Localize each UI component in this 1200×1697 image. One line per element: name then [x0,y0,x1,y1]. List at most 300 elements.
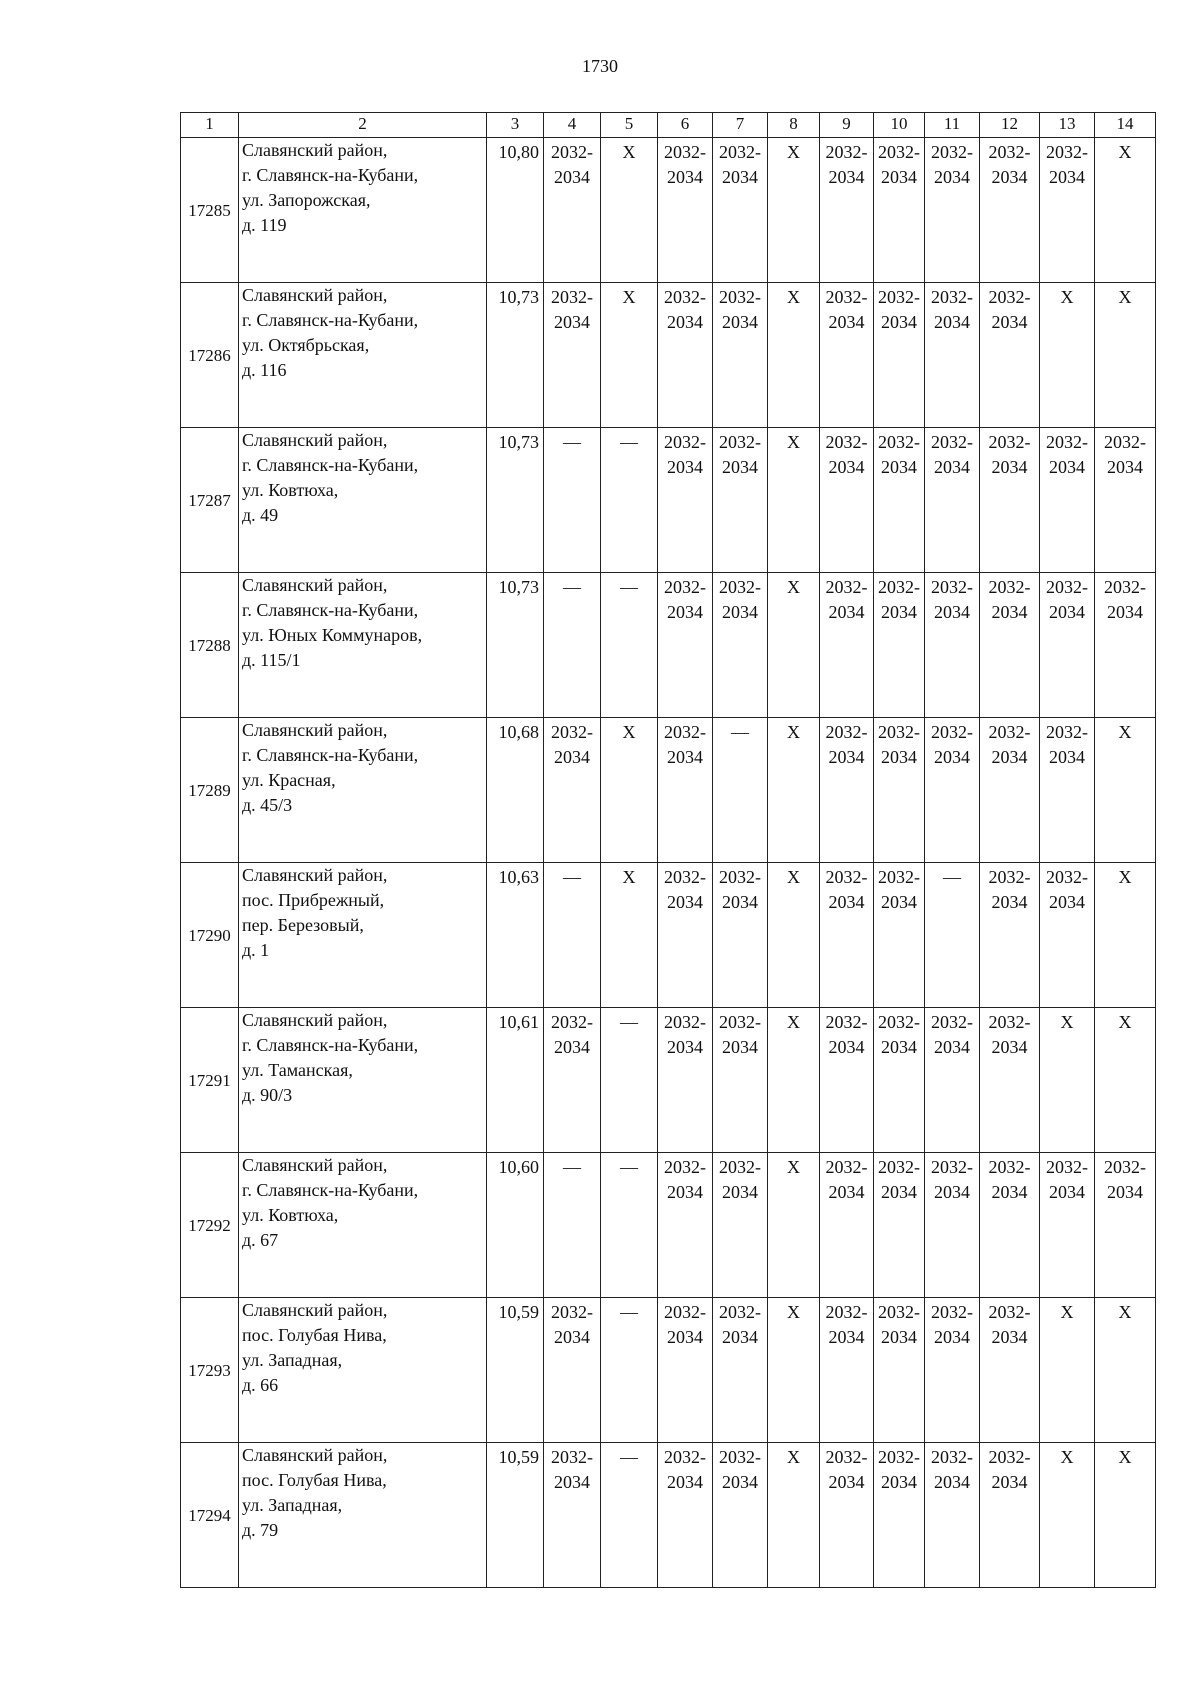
period-cell-col-5 [601,428,658,573]
address-line: пер. Березовый, [242,915,364,935]
period-text: 2032- 2034 [719,1012,761,1057]
period-text: 2032- 2034 [1104,577,1146,622]
column-header: 3 [487,113,544,138]
period-text: 2032- 2034 [931,1157,973,1202]
period-cell-col-6 [658,1153,713,1298]
record-number: 17289 [181,718,239,863]
record-number: 17291 [181,1008,239,1153]
period-cell-col-13 [1040,428,1095,573]
housing-register-table [180,112,1156,1588]
period-text: Х [787,867,800,887]
period-cell-col-9 [820,863,874,1008]
period-cell-col-10 [874,283,925,428]
address-line: пос. Голубая Нива, [242,1325,387,1345]
period-text: Х [1118,1302,1132,1322]
address-line: ул. Ковтюха, [242,1205,339,1225]
period-text: Х [787,142,800,162]
address-line: г. Славянск-на-Кубани, [242,165,419,185]
period-text: 2032- 2034 [825,432,868,477]
period-text: Х [622,722,636,742]
address-cell [239,428,487,573]
column-header: 4 [544,113,601,138]
period-text: 2032- 2034 [988,1012,1031,1057]
address-line: д. 115/1 [242,650,301,670]
period-text: — [620,432,638,452]
period-text: Х [1060,1012,1074,1032]
address-cell [239,863,487,1008]
address-cell [239,1298,487,1443]
period-text: 2032- 2034 [988,722,1031,767]
address-line: Славянский район, [242,430,388,450]
period-text: 2032- 2034 [551,142,593,187]
area-value: 10,61 [487,1008,544,1153]
period-text: 2032- 2034 [664,1447,706,1492]
period-text: 2032- 2034 [825,722,868,767]
period-cell-col-10 [874,138,925,283]
table-row [181,283,1156,428]
period-text: 2032- 2034 [664,1302,706,1347]
period-cell-col-4 [544,1298,601,1443]
period-cell-col-12 [980,573,1040,718]
table-row [181,138,1156,283]
address-line: Славянский район, [242,285,388,305]
period-cell-col-9 [820,428,874,573]
address-line: пос. Прибрежный, [242,890,385,910]
period-text: 2032- 2034 [1046,577,1088,622]
period-cell-col-10 [874,1008,925,1153]
table-row [181,573,1156,718]
period-text: 2032- 2034 [878,1302,920,1347]
period-text: 2032- 2034 [988,1157,1031,1202]
address-cell [239,1153,487,1298]
period-text: Х [1118,142,1132,162]
period-cell-col-13 [1040,863,1095,1008]
period-cell-col-10 [874,863,925,1008]
table-row [181,1008,1156,1153]
period-text: — [620,577,638,597]
period-text: Х [787,722,800,742]
period-cell-col-14 [1095,1443,1156,1588]
period-text: 2032- 2034 [825,142,868,187]
column-header: 13 [1040,113,1095,138]
period-cell-col-8 [768,1008,820,1153]
period-cell-col-6 [658,718,713,863]
period-cell-col-7 [713,1008,768,1153]
area-value: 10,60 [487,1153,544,1298]
address-cell [239,138,487,283]
period-text: Х [1118,722,1132,742]
period-cell-col-10 [874,718,925,863]
period-text: 2032- 2034 [1046,432,1088,477]
period-cell-col-10 [874,1153,925,1298]
period-text: 2032- 2034 [551,287,593,332]
period-cell-col-8 [768,863,820,1008]
period-text: 2032- 2034 [1104,1157,1146,1202]
period-text: Х [1060,287,1074,307]
period-text: 2032- 2034 [931,722,973,767]
period-text: 2032- 2034 [1046,1157,1088,1202]
period-cell-col-6 [658,138,713,283]
period-cell-col-6 [658,1008,713,1153]
table-row [181,1443,1156,1588]
address-line: Славянский район, [242,1300,388,1320]
period-cell-col-14 [1095,863,1156,1008]
period-cell-col-5 [601,1008,658,1153]
period-cell-col-7 [713,573,768,718]
area-value: 10,59 [487,1443,544,1588]
period-text: 2032- 2034 [1046,142,1088,187]
period-cell-col-11 [925,573,980,718]
period-cell-col-9 [820,1443,874,1588]
period-cell-col-11 [925,1443,980,1588]
period-text: — [620,1302,638,1322]
period-text: 2032- 2034 [988,1447,1031,1492]
period-cell-col-8 [768,1298,820,1443]
period-cell-col-7 [713,1298,768,1443]
period-cell-col-14 [1095,1008,1156,1153]
period-text: 2032- 2034 [988,142,1031,187]
period-cell-col-14 [1095,1153,1156,1298]
address-line: г. Славянск-на-Кубани, [242,600,419,620]
period-text: 2032- 2034 [825,867,868,912]
period-text: Х [1060,1302,1074,1322]
period-text: Х [622,287,636,307]
period-cell-col-7 [713,863,768,1008]
period-text: 2032- 2034 [664,432,706,477]
period-text: 2032- 2034 [931,1447,973,1492]
period-cell-col-10 [874,428,925,573]
period-text: 2032- 2034 [988,287,1031,332]
period-text: 2032- 2034 [719,287,761,332]
area-value: 10,73 [487,573,544,718]
period-cell-col-14 [1095,138,1156,283]
address-cell [239,283,487,428]
period-cell-col-11 [925,718,980,863]
period-text: 2032- 2034 [825,287,868,332]
period-text: 2032- 2034 [1104,432,1146,477]
period-text: 2032- 2034 [878,577,920,622]
record-number: 17293 [181,1298,239,1443]
area-value: 10,80 [487,138,544,283]
period-text: Х [787,287,800,307]
address-line: д. 49 [242,505,279,525]
period-cell-col-5 [601,863,658,1008]
period-text: 2032- 2034 [878,432,920,477]
period-cell-col-9 [820,1008,874,1153]
column-header: 14 [1095,113,1156,138]
period-text: 2032- 2034 [719,142,761,187]
period-cell-col-12 [980,1008,1040,1153]
period-cell-col-11 [925,863,980,1008]
period-text: Х [787,1302,800,1322]
period-text: — [620,1012,638,1032]
address-line: Славянский район, [242,1155,388,1175]
address-line: г. Славянск-на-Кубани, [242,1035,419,1055]
period-cell-col-6 [658,1298,713,1443]
period-cell-col-7 [713,138,768,283]
period-cell-col-12 [980,283,1040,428]
table-row [181,1153,1156,1298]
period-text: 2032- 2034 [551,722,593,767]
period-cell-col-8 [768,718,820,863]
period-text: 2032- 2034 [551,1447,593,1492]
period-cell-col-11 [925,1153,980,1298]
address-line: д. 119 [242,215,287,235]
period-text: 2032- 2034 [988,1302,1031,1347]
period-text: 2032- 2034 [931,1012,973,1057]
period-text: 2032- 2034 [931,577,973,622]
period-text: 2032- 2034 [719,577,761,622]
period-text: Х [1118,287,1132,307]
period-cell-col-6 [658,283,713,428]
record-number: 17294 [181,1443,239,1588]
address-line: Славянский район, [242,865,388,885]
period-cell-col-6 [658,1443,713,1588]
register-body [181,138,1156,1588]
period-cell-col-8 [768,428,820,573]
address-line: ул. Западная, [242,1495,343,1515]
period-text: Х [787,577,800,597]
period-cell-col-9 [820,1153,874,1298]
period-text: 2032- 2034 [878,1157,920,1202]
period-text: 2032- 2034 [664,1157,706,1202]
column-header: 8 [768,113,820,138]
period-cell-col-11 [925,283,980,428]
address-line: ул. Запорожская, [242,190,371,210]
record-number: 17286 [181,283,239,428]
period-cell-col-14 [1095,718,1156,863]
period-cell-col-12 [980,1298,1040,1443]
period-cell-col-4 [544,283,601,428]
area-value: 10,73 [487,428,544,573]
period-cell-col-11 [925,428,980,573]
period-text: 2032- 2034 [988,432,1031,477]
period-cell-col-9 [820,138,874,283]
period-text: 2032- 2034 [931,1302,973,1347]
address-cell [239,1443,487,1588]
table-row [181,863,1156,1008]
period-text: 2032- 2034 [1046,722,1088,767]
period-cell-col-13 [1040,1008,1095,1153]
address-line: д. 45/3 [242,795,293,815]
record-number: 17285 [181,138,239,283]
area-value: 10,73 [487,283,544,428]
period-text: 2032- 2034 [719,1302,761,1347]
period-text: Х [787,1157,800,1177]
period-cell-col-4 [544,1443,601,1588]
period-text: 2032- 2034 [878,867,920,912]
period-cell-col-14 [1095,573,1156,718]
period-text: 2032- 2034 [988,867,1031,912]
area-value: 10,68 [487,718,544,863]
period-text: Х [1060,1447,1074,1467]
period-text: Х [622,142,636,162]
address-line: д. 67 [242,1230,279,1250]
address-line: г. Славянск-на-Кубани, [242,1180,419,1200]
address-line: д. 1 [242,940,270,960]
record-number: 17287 [181,428,239,573]
area-value: 10,59 [487,1298,544,1443]
period-cell-col-4 [544,718,601,863]
column-header: 11 [925,113,980,138]
period-cell-col-4 [544,1153,601,1298]
period-text: — [943,867,961,887]
period-cell-col-8 [768,138,820,283]
period-text: 2032- 2034 [878,142,920,187]
period-text: 2032- 2034 [878,1012,920,1057]
period-cell-col-13 [1040,1443,1095,1588]
address-line: ул. Красная, [242,770,336,790]
address-line: Славянский район, [242,140,388,160]
column-number-row [181,113,1156,138]
period-cell-col-4 [544,138,601,283]
period-text: 2032- 2034 [931,287,973,332]
period-cell-col-13 [1040,138,1095,283]
address-line: г. Славянск-на-Кубани, [242,310,419,330]
period-text: — [563,867,581,887]
period-cell-col-8 [768,573,820,718]
address-line: Славянский район, [242,1445,388,1465]
period-cell-col-8 [768,1443,820,1588]
period-cell-col-14 [1095,428,1156,573]
period-text: Х [787,432,800,452]
address-line: г. Славянск-на-Кубани, [242,455,419,475]
period-cell-col-13 [1040,1298,1095,1443]
period-text: 2032- 2034 [664,867,706,912]
period-cell-col-7 [713,1153,768,1298]
table-row [181,718,1156,863]
period-cell-col-10 [874,1298,925,1443]
column-header: 6 [658,113,713,138]
period-cell-col-8 [768,283,820,428]
address-line: пос. Голубая Нива, [242,1470,387,1490]
period-text: Х [787,1012,800,1032]
period-cell-col-12 [980,428,1040,573]
period-cell-col-4 [544,863,601,1008]
period-cell-col-8 [768,1153,820,1298]
column-header: 10 [874,113,925,138]
period-text: 2032- 2034 [551,1012,593,1057]
period-cell-col-4 [544,573,601,718]
period-text: — [620,1157,638,1177]
address-cell [239,1008,487,1153]
address-line: г. Славянск-на-Кубани, [242,745,419,765]
period-text: 2032- 2034 [878,1447,920,1492]
period-text: 2032- 2034 [825,577,868,622]
period-cell-col-12 [980,863,1040,1008]
period-cell-col-10 [874,1443,925,1588]
period-cell-col-13 [1040,718,1095,863]
period-cell-col-9 [820,1298,874,1443]
period-cell-col-7 [713,718,768,863]
address-line: д. 66 [242,1375,279,1395]
period-text: 2032- 2034 [931,432,973,477]
table-row [181,1298,1156,1443]
period-text: 2032- 2034 [551,1302,593,1347]
period-cell-col-14 [1095,283,1156,428]
period-cell-col-11 [925,1298,980,1443]
period-cell-col-6 [658,573,713,718]
period-cell-col-4 [544,1008,601,1153]
period-text: 2032- 2034 [825,1447,868,1492]
record-number: 17292 [181,1153,239,1298]
period-cell-col-14 [1095,1298,1156,1443]
period-cell-col-12 [980,1443,1040,1588]
address-line: д. 116 [242,360,287,380]
period-text: 2032- 2034 [664,142,706,187]
period-cell-col-6 [658,428,713,573]
address-cell [239,718,487,863]
period-cell-col-12 [980,1153,1040,1298]
period-text: 2032- 2034 [1046,867,1088,912]
record-number: 17288 [181,573,239,718]
record-number: 17290 [181,863,239,1008]
address-cell [239,573,487,718]
period-text: 2032- 2034 [664,722,706,767]
period-cell-col-5 [601,573,658,718]
period-cell-col-12 [980,718,1040,863]
period-cell-col-13 [1040,573,1095,718]
period-cell-col-7 [713,283,768,428]
period-text: 2032- 2034 [988,577,1031,622]
address-line: Славянский район, [242,575,388,595]
address-line: ул. Западная, [242,1350,343,1370]
period-cell-col-9 [820,283,874,428]
period-text: 2032- 2034 [878,722,920,767]
period-text: Х [1118,1447,1132,1467]
table-row [181,428,1156,573]
period-cell-col-7 [713,1443,768,1588]
period-text: — [563,577,581,597]
period-text: Х [1118,1012,1132,1032]
page-number: 1730 [582,56,618,76]
period-text: 2032- 2034 [719,432,761,477]
period-cell-col-9 [820,573,874,718]
period-cell-col-13 [1040,283,1095,428]
period-text: — [620,1447,638,1467]
period-text: 2032- 2034 [719,867,761,912]
address-line: Славянский район, [242,720,388,740]
period-text: Х [622,867,636,887]
address-line: ул. Юных Коммунаров, [242,625,423,645]
period-text: 2032- 2034 [719,1157,761,1202]
period-text: — [563,1157,581,1177]
address-line: д. 90/3 [242,1085,293,1105]
period-cell-col-5 [601,1443,658,1588]
period-cell-col-6 [658,863,713,1008]
period-cell-col-5 [601,1298,658,1443]
period-cell-col-11 [925,138,980,283]
period-cell-col-5 [601,283,658,428]
period-text: 2032- 2034 [825,1012,868,1057]
column-header: 5 [601,113,658,138]
period-text: 2032- 2034 [825,1157,868,1202]
period-text: 2032- 2034 [664,577,706,622]
address-line: д. 79 [242,1520,279,1540]
period-text: 2032- 2034 [878,287,920,332]
column-header: 7 [713,113,768,138]
period-text: 2032- 2034 [931,142,973,187]
period-cell-col-11 [925,1008,980,1153]
area-value: 10,63 [487,863,544,1008]
address-line: Славянский район, [242,1010,388,1030]
column-header: 1 [181,113,239,138]
column-header: 9 [820,113,874,138]
period-cell-col-5 [601,138,658,283]
column-header: 2 [239,113,487,138]
column-header: 12 [980,113,1040,138]
period-cell-col-7 [713,428,768,573]
